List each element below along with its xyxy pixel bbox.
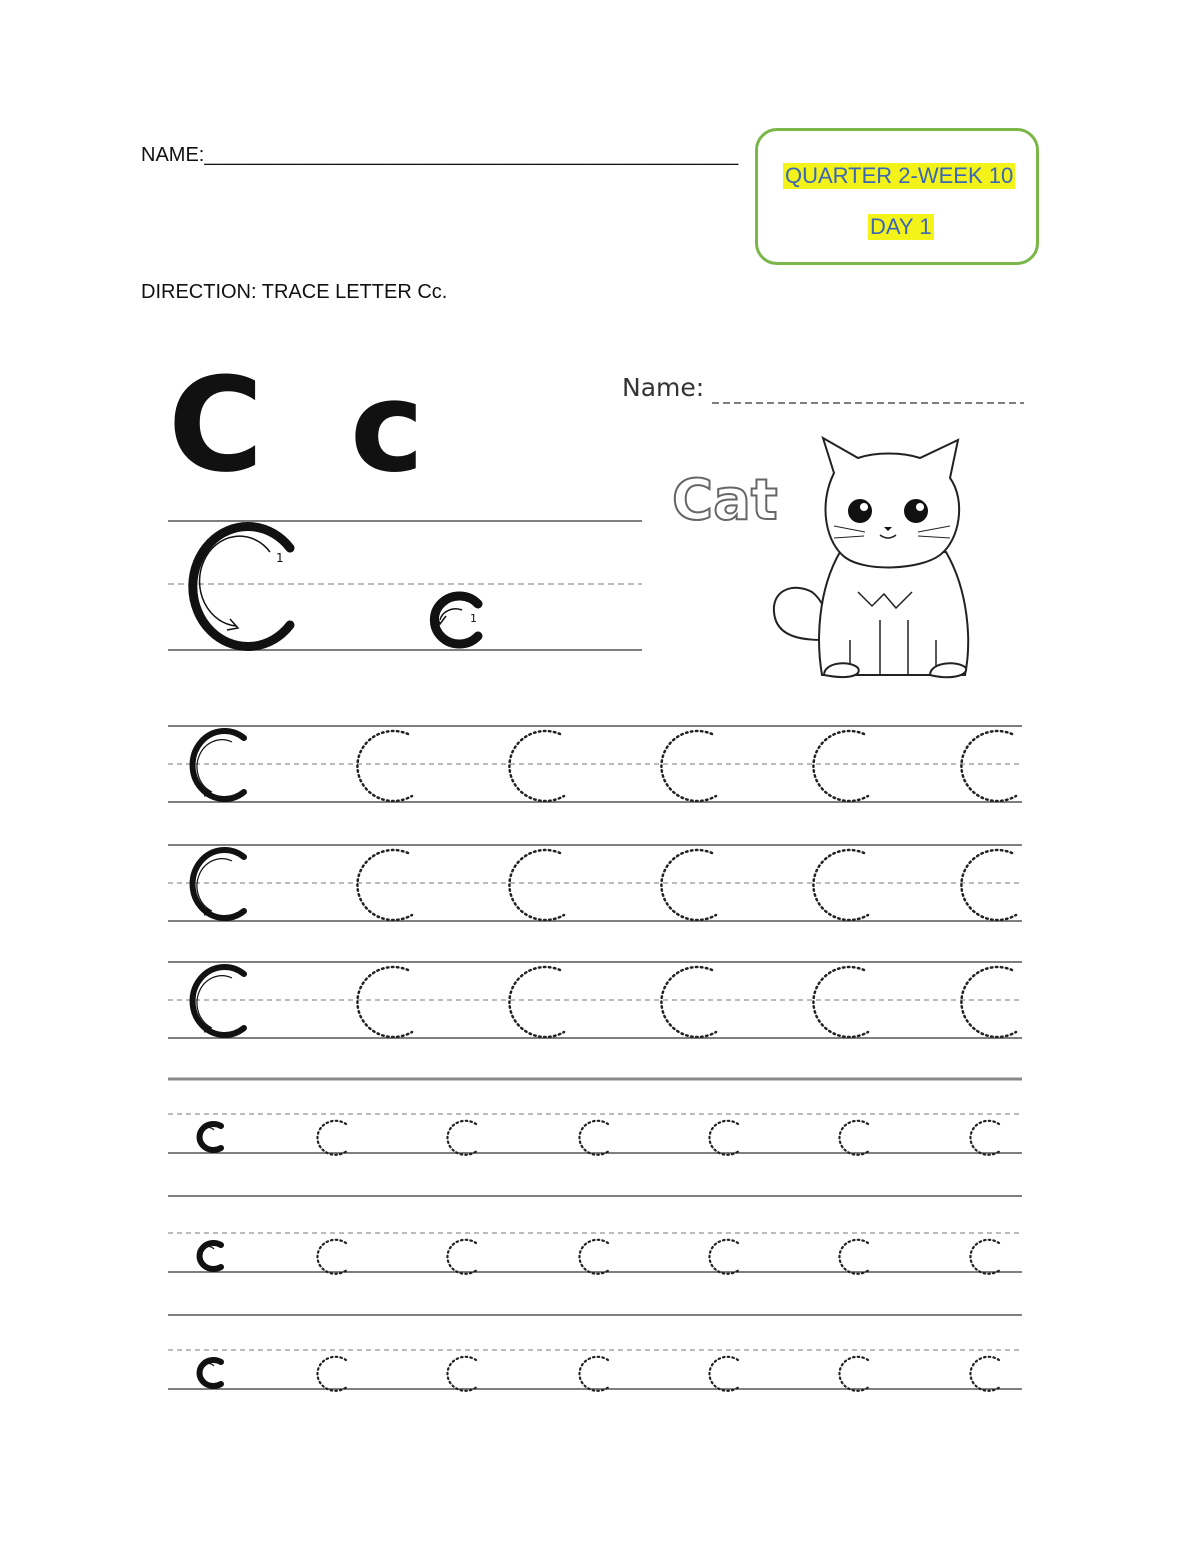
trace-uppercase-c[interactable] <box>357 967 412 1037</box>
demo-uppercase-stroke <box>193 527 290 647</box>
trace-uppercase-c[interactable] <box>961 731 1016 801</box>
trace-lowercase-c[interactable] <box>839 1357 870 1391</box>
stroke-number-lower: 1 <box>470 612 477 625</box>
trace-lowercase-c[interactable] <box>579 1240 610 1274</box>
trace-lowercase-c[interactable] <box>709 1240 740 1274</box>
quarter-label: QUARTER 2-WEEK 10 <box>785 163 1014 188</box>
trace-lowercase-c[interactable] <box>709 1357 740 1391</box>
trace-uppercase-c[interactable] <box>661 967 716 1037</box>
trace-lowercase-c[interactable] <box>970 1357 1001 1391</box>
name-blank: ________________________________________________ <box>204 144 739 166</box>
demo-lowercase-stroke <box>434 596 478 644</box>
trace-uppercase-c[interactable] <box>661 850 716 920</box>
stroke-number-upper: 1 <box>276 551 284 565</box>
trace-lowercase-c[interactable] <box>447 1240 478 1274</box>
trace-lowercase-c[interactable] <box>709 1121 740 1155</box>
word-cat: Cat <box>672 468 778 533</box>
trace-lowercase-c[interactable] <box>839 1240 870 1274</box>
trace-uppercase-c[interactable] <box>813 731 868 801</box>
model-lowercase-c <box>200 1243 221 1269</box>
trace-uppercase-c[interactable] <box>509 850 564 920</box>
direction-text: DIRECTION: TRACE LETTER Cc. <box>141 281 448 303</box>
trace-lowercase-c[interactable] <box>579 1121 610 1155</box>
trace-lowercase-c[interactable] <box>970 1240 1001 1274</box>
trace-lowercase-c[interactable] <box>317 1121 348 1155</box>
trace-lowercase-c[interactable] <box>447 1121 478 1155</box>
model-lowercase-c <box>200 1360 221 1386</box>
model-uppercase-c <box>193 967 244 1035</box>
worksheet-name-label: Name: <box>622 373 705 402</box>
lowercase-row[interactable] <box>168 1114 1022 1196</box>
trace-uppercase-c[interactable] <box>813 967 868 1037</box>
uppercase-row[interactable] <box>168 845 1022 921</box>
trace-lowercase-c[interactable] <box>579 1357 610 1391</box>
name-label: NAME: <box>141 144 205 166</box>
model-uppercase-c <box>193 850 244 918</box>
demo-lines <box>168 521 642 650</box>
trace-uppercase-c[interactable] <box>357 731 412 801</box>
big-lowercase-c: c <box>350 355 425 500</box>
trace-uppercase-c[interactable] <box>813 850 868 920</box>
trace-lowercase-c[interactable] <box>970 1121 1001 1155</box>
trace-lowercase-c[interactable] <box>839 1121 870 1155</box>
cat-illustration <box>774 438 968 677</box>
model-lowercase-c <box>200 1124 221 1150</box>
day-label: DAY 1 <box>870 214 932 239</box>
trace-lowercase-c[interactable] <box>317 1240 348 1274</box>
trace-uppercase-c[interactable] <box>509 731 564 801</box>
trace-uppercase-c[interactable] <box>357 850 412 920</box>
trace-lowercase-c[interactable] <box>447 1357 478 1391</box>
trace-uppercase-c[interactable] <box>961 850 1016 920</box>
big-uppercase-c: C <box>168 349 264 501</box>
lowercase-row[interactable] <box>168 1350 1022 1391</box>
trace-uppercase-c[interactable] <box>509 967 564 1037</box>
trace-uppercase-c[interactable] <box>661 731 716 801</box>
practice-area <box>168 726 1022 1391</box>
uppercase-row[interactable] <box>168 726 1022 802</box>
trace-uppercase-c[interactable] <box>961 967 1016 1037</box>
model-uppercase-c <box>193 731 244 799</box>
lowercase-row[interactable] <box>168 1233 1022 1315</box>
trace-lowercase-c[interactable] <box>317 1357 348 1391</box>
uppercase-row[interactable] <box>168 962 1022 1038</box>
